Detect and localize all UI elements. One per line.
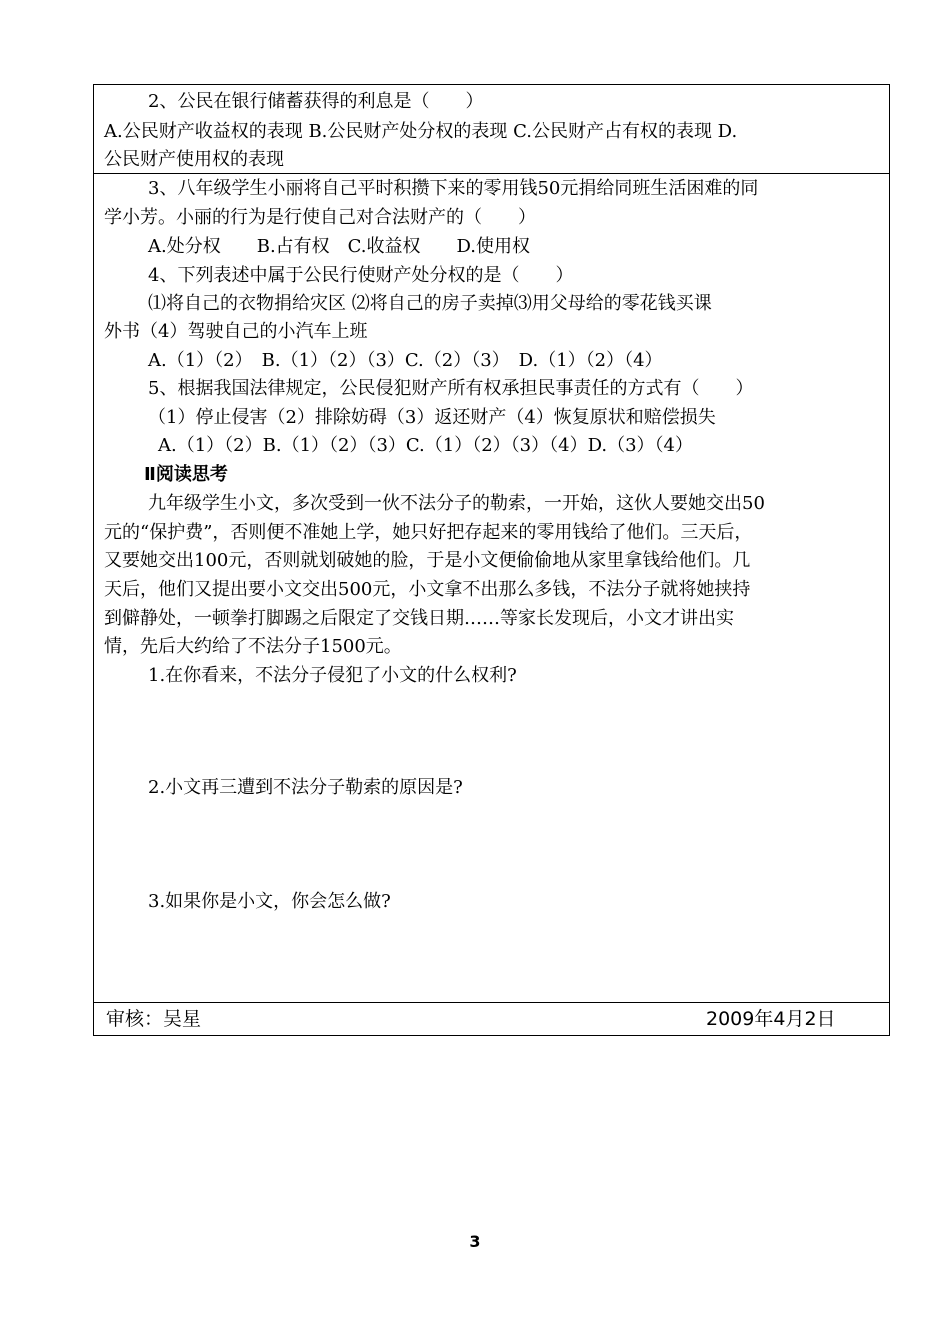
passage-line: 又要她交出100元，否则就划破她的脸，于是小文便偷偷地从家里拿钱给他们。几 — [104, 550, 751, 571]
q5-options: A.（1）（2）B.（1）（2）（3）C.（1）（2）（3）（4）D.（3）（4） — [158, 435, 694, 456]
q4-items-line2: 外书（4）驾驶自己的小汽车上班 — [104, 321, 368, 342]
reading-question-3: 3.如果你是小文，你会怎么做? — [148, 891, 391, 912]
q4-options: A.（1）（2） B.（1）（2）（3）C.（2）（3） D.（1）（2）（4） — [148, 350, 663, 371]
passage-line: 到僻静处，一顿拳打脚踢之后限定了交钱日期……等家长发现后，小文才讲出实 — [104, 608, 734, 629]
q3-options: A.处分权 B.占有权 C.收益权 D.使用权 — [148, 236, 531, 257]
q2-options-line1: A.公民财产收益权的表现 B.公民财产处分权的表现 C.公民财产占有权的表现 D. — [104, 121, 738, 142]
footer-row — [94, 1002, 889, 1035]
reading-heading: Ⅱ阅读思考 — [144, 464, 228, 485]
passage-line: 天后，他们又提出要小文交出500元，小文拿不出那么多钱，不法分子就将她挟持 — [104, 579, 751, 600]
question-2-cell — [94, 85, 889, 174]
q2-stem: 2、公民在银行储蓄获得的利息是（ ） — [148, 91, 484, 112]
reading-question-2: 2.小文再三遭到不法分子勒索的原因是? — [148, 777, 463, 798]
passage-line: 元的“保护费”，否则便不准她上学，她只好把存起来的零用钱给了他们。三天后， — [104, 522, 753, 543]
q5-items: （1）停止侵害（2）排除妨碍（3）返还财产（4）恢复原状和赔偿损失 — [148, 407, 716, 428]
q4-items-line1: ⑴将自己的衣物捐给灾区 ⑵将自己的房子卖掉⑶用父母给的零花钱买课 — [148, 293, 712, 314]
q2-options-line2: 公民财产使用权的表现 — [104, 149, 284, 170]
q3-stem-line2: 学小芳。小丽的行为是行使自己对合法财产的（ ） — [104, 207, 536, 228]
reading-question-1: 1.在你看来，不法分子侵犯了小文的什么权利? — [148, 665, 517, 686]
q5-stem: 5、根据我国法律规定，公民侵犯财产所有权承担民事责任的方式有（ ） — [148, 378, 754, 399]
reviewer-label: 审核：吴星 — [106, 1008, 202, 1030]
date-label: 2009年4月2日 — [706, 1008, 836, 1030]
page-number: 3 — [469, 1232, 481, 1251]
passage-line: 九年级学生小文，多次受到一伙不法分子的勒索，一开始，这伙人要她交出50 — [148, 493, 765, 514]
q3-stem-line1: 3、八年级学生小丽将自己平时积攒下来的零用钱50元捐给同班生活困难的同 — [148, 178, 759, 199]
q4-stem: 4、下列表述中属于公民行使财产处分权的是（ ） — [148, 265, 574, 286]
questions-cell — [94, 173, 889, 1003]
passage-line: 情，先后大约给了不法分子1500元。 — [104, 636, 402, 657]
worksheet-table — [93, 84, 890, 1036]
